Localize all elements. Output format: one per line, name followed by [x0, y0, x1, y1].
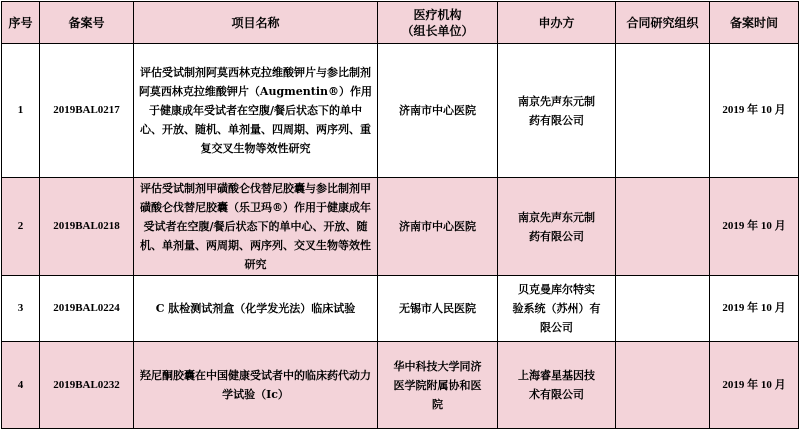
cell-project: 评估受试制剂甲磺酸仑伐替尼胶囊与参比制剂甲磺酸仑伐替尼胶囊（乐卫玛®）作用于健康成年受试者在空腹/餐后状态下的单中心、开放、随机、单剂量、两周期、两序列、交叉生物等效性研究	[134, 178, 378, 276]
cell-cro	[616, 342, 710, 429]
header-project: 项目名称	[134, 2, 378, 44]
cell-seq: 2	[2, 178, 40, 276]
cell-project: 羟尼酮胶囊在中国健康受试者中的临床药代动力学试验（Ⅰc）	[134, 342, 378, 429]
table-row	[2, 178, 799, 276]
cell-sponsor: 上海睿星基因技 术有限公司	[498, 342, 616, 429]
cell-seq: 1	[2, 44, 40, 178]
header-sponsor: 申办方	[498, 2, 616, 44]
cell-cro	[616, 276, 710, 342]
cell-date: 2019 年 10 月	[710, 44, 799, 178]
cell-date: 2019 年 10 月	[710, 342, 799, 429]
header-cro: 合同研究组织	[616, 2, 710, 44]
table-row	[2, 44, 799, 178]
table-row	[2, 342, 799, 429]
registration-table	[1, 1, 799, 429]
cell-sponsor: 南京先声东元制 药有限公司	[498, 44, 616, 178]
table-row	[2, 276, 799, 342]
cell-sponsor: 南京先声东元制 药有限公司	[498, 178, 616, 276]
cell-cro	[616, 44, 710, 178]
cell-institution: 济南市中心医院	[378, 178, 498, 276]
cell-date: 2019 年 10 月	[710, 178, 799, 276]
cell-seq: 4	[2, 342, 40, 429]
cell-institution: 无锡市人民医院	[378, 276, 498, 342]
header-date: 备案时间	[710, 2, 799, 44]
cell-project: 评估受试制剂阿莫西林克拉维酸钾片与参比制剂阿莫西林克拉维酸钾片（Augmentin®）作用于健康成年受试者在空腹/餐后状态下的单中心、开放、随机、单剂量、四周期、两序列、重复交叉生物等效性研究	[134, 44, 378, 178]
cell-reg-no: 2019BAL0218	[40, 178, 134, 276]
cell-sponsor: 贝克曼库尔特实 验系统（苏州）有 限公司	[498, 276, 616, 342]
cell-institution: 华中科技大学同济 医学院附属协和医 院	[378, 342, 498, 429]
header-row	[2, 2, 799, 44]
header-seq: 序号	[2, 2, 40, 44]
cell-reg-no: 2019BAL0232	[40, 342, 134, 429]
cell-institution: 济南市中心医院	[378, 44, 498, 178]
cell-date: 2019 年 10 月	[710, 276, 799, 342]
cell-cro	[616, 178, 710, 276]
header-reg-no: 备案号	[40, 2, 134, 44]
cell-project: C 肽检测试剂盒（化学发光法）临床试验	[134, 276, 378, 342]
cell-reg-no: 2019BAL0224	[40, 276, 134, 342]
cell-reg-no: 2019BAL0217	[40, 44, 134, 178]
header-institution: 医疗机构 （组长单位）	[378, 2, 498, 44]
cell-seq: 3	[2, 276, 40, 342]
